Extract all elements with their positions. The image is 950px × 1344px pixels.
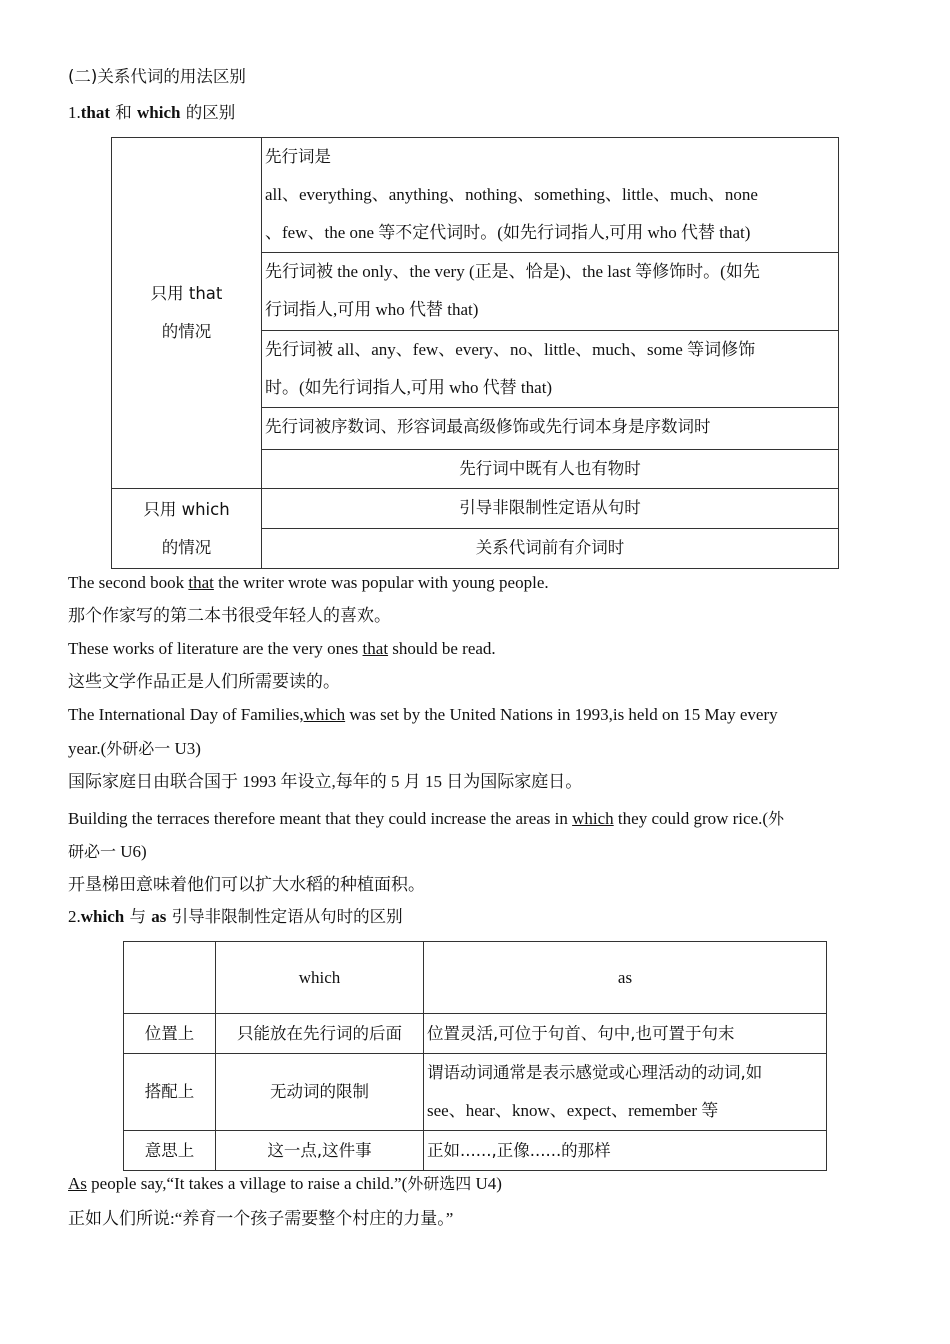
- table2-header-as: as: [424, 942, 827, 1014]
- that-which-table: [111, 137, 839, 569]
- example-4-en: Building the terraces therefore meant that they could increase the areas in which they could grow rice.(外: [68, 809, 785, 828]
- example-2-en: These works of literature are the very ones that should be read.: [68, 639, 496, 658]
- subheading-that-which: 1.that 和 which 的区别: [68, 103, 236, 122]
- table2-label-meaning: 意思上: [124, 1131, 216, 1171]
- example-3-en: The International Day of Families,which was set by the United Nations in 1993,is held on 15 May every: [68, 705, 778, 724]
- example-4-zh: 开垦梯田意味着他们可以扩大水稻的种植面积。: [68, 875, 425, 894]
- only-which-header: 只用 which 的情况: [112, 489, 262, 569]
- example-3-zh: 国际家庭日由联合国于 1993 年设立,每年的 5 月 15 日为国际家庭日。: [68, 772, 583, 791]
- table2-as-meaning: 正如......,正像......的那样: [424, 1131, 827, 1171]
- table2-header-which: which: [216, 942, 424, 1014]
- table2-which-collocation: 无动词的限制: [216, 1054, 424, 1131]
- table2-label-position: 位置上: [124, 1014, 216, 1054]
- table2-as-collocation: 谓语动词通常是表示感觉或心理活动的动词,如 see、hear、know、expect、remember 等: [424, 1054, 827, 1131]
- table2-which-position: 只能放在先行词的后面: [216, 1014, 424, 1054]
- rule-ordinal-superlative: 先行词被序数词、形容词最高级修饰或先行词本身是序数词时: [262, 408, 839, 450]
- rule-all-any-few: 先行词被 all、any、few、every、no、little、much、some 等词修饰 时。(如先行词指人,可用 who 代替 that): [262, 331, 839, 408]
- example-2-zh: 这些文学作品正是人们所需要读的。: [68, 672, 340, 691]
- rule-person-and-thing: 先行词中既有人也有物时: [262, 450, 839, 489]
- section-title: (二)关系代词的用法区别: [68, 67, 246, 86]
- table2-which-meaning: 这一点,这件事: [216, 1131, 424, 1171]
- which-as-table: [123, 941, 827, 1171]
- example-3-en-cont: year.(外研必一 U3): [68, 739, 201, 758]
- rule-indefinite-pronoun: 先行词是 all、everything、anything、nothing、something、little、much、none 、few、the one 等不定代词时。(如先行词指人,可用 who 代替 that): [262, 138, 839, 253]
- example-1-zh: 那个作家写的第二本书很受年轻人的喜欢。: [68, 606, 391, 625]
- example-5-zh: 正如人们所说:“养育一个孩子需要整个村庄的力量。”: [68, 1209, 454, 1228]
- example-5-en: As people say,“It takes a village to raise a child.”(外研选四 U4): [68, 1174, 502, 1193]
- example-1-en: The second book that the writer wrote was popular with young people.: [68, 573, 549, 592]
- subheading-which-as: 2.which 与 as 引导非限制性定语从句时的区别: [68, 907, 403, 926]
- rule-non-restrictive: 引导非限制性定语从句时: [262, 489, 839, 529]
- only-that-header: 只用 that 的情况: [112, 138, 262, 489]
- table2-label-collocation: 搭配上: [124, 1054, 216, 1131]
- example-4-en-cont: 研必一 U6): [68, 842, 147, 861]
- table2-corner: [124, 942, 216, 1014]
- rule-preposition-before: 关系代词前有介词时: [262, 529, 839, 569]
- rule-only-very-last: 先行词被 the only、the very (正是、恰是)、the last 等修饰时。(如先 行词指人,可用 who 代替 that): [262, 253, 839, 331]
- table2-as-position: 位置灵活,可位于句首、句中,也可置于句末: [424, 1014, 827, 1054]
